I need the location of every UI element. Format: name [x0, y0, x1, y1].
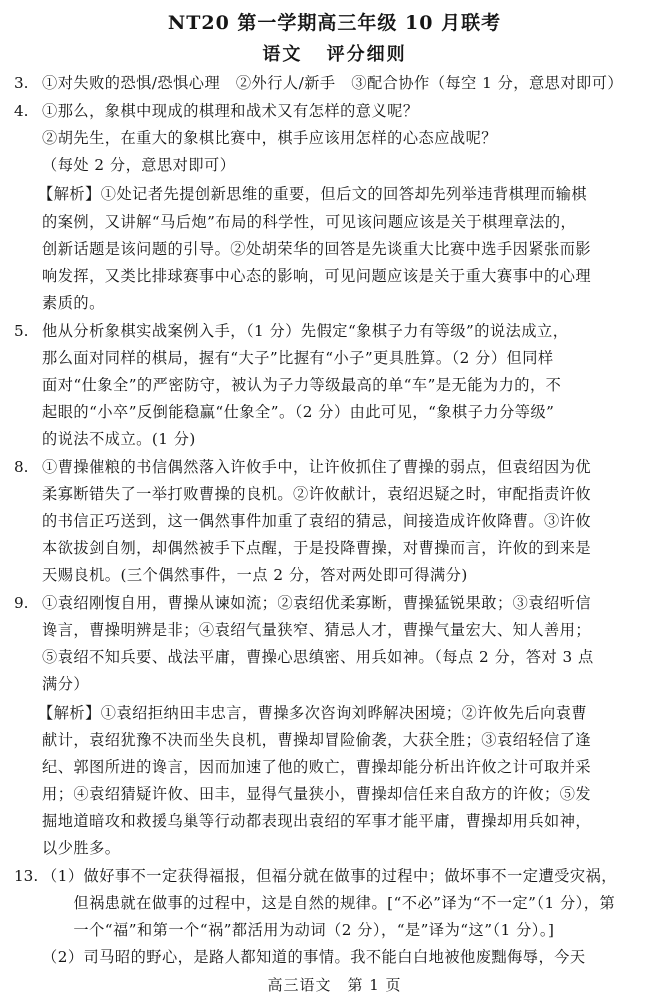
question-9-analysis-line: 献计，袁绍犹豫不决而坐失良机，曹操却冒险偷袭，大获全胜；③袁绍轻信了逢 — [42, 731, 592, 749]
question-9-line: ⑤袁绍不知兵要、战法平庸，曹操心思缜密、用兵如神。（每点 2 分，答对 3 点 — [42, 648, 594, 666]
question-8-line: 天赐良机。(三个偶然事件，一点 2 分，答对两处即可得满分) — [42, 566, 468, 584]
question-3-line: ①对失败的恐惧/恐惧心理 ②外行人/新手 ③配合协作（每空 1 分，意思对即可） — [42, 74, 624, 92]
question-13-line: 一个“福”和第一个“祸”都活用为动词（2 分），“是”译为“这”（1 分）。] — [42, 921, 555, 939]
question-5-line: 他从分析象棋实战案例入手，（1 分）先假定“象棋子力有等级”的说法成立， — [42, 322, 569, 340]
question-9-analysis-line: 纪、郭图所进的谗言，因而加速了他的败亡，曹操却能分析出许攸之计可取并采 — [42, 758, 592, 776]
question-13-number: 13. — [14, 867, 39, 885]
question-5-line: 起眼的“小卒”反倒能稳赢“仕象全”。（2 分）由此可见，“象棋子力分等级” — [42, 403, 555, 421]
question-4-analysis-line: 响发挥，又类比排球赛事中心态的影响，可见问题应该是关于重大赛事中的心理 — [42, 267, 592, 285]
question-9-line: 谗言，曹操明辨是非；④袁绍气量狭窄、猜忌人才，曹操气量宏大、知人善用； — [42, 621, 592, 639]
question-4-analysis-line: 【解析】①处记者先提创新思维的重要，但后文的回答却先列举违背棋理而输棋 — [38, 185, 588, 203]
page-footer: 高三语文 第 1 页 — [267, 976, 402, 994]
exam-title: NT20 第一学期高三年级 10 月联考 — [167, 12, 502, 34]
question-4-analysis-line: 素质的。 — [42, 294, 105, 312]
question-13-line: （1）做好事不一定获得福报，但福分就在做事的过程中；做坏事不一定遭受灾祸， — [42, 867, 617, 885]
subject-label: 语文 — [262, 44, 303, 65]
question-9-line: 满分） — [42, 675, 90, 693]
question-4-line: ①那么，象棋中现成的棋理和战术又有怎样的意义呢？ — [42, 102, 419, 120]
question-8-line: 本欲拔剑自刎，却偶然被手下点醒，于是投降曹操，对曹操而言，许攸的到来是 — [42, 539, 592, 557]
question-13-line: 但祸患就在做事的过程中，这是自然的规律。[“不必”译为“不一定”（1 分），第 — [42, 894, 616, 912]
question-5-line: 面对“仕象全”的严密防守，被认为子力等级最高的单“车”是无能为力的，不 — [42, 376, 562, 394]
question-9-analysis-line: 以少胜多。 — [42, 839, 121, 857]
question-4-number: 4. — [14, 102, 29, 120]
question-5-line: 的说法不成立。(1 分) — [42, 430, 196, 448]
question-3-number: 3. — [14, 74, 29, 92]
question-5-number: 5. — [14, 322, 29, 340]
question-4-analysis-line: 的案例，又讲解“马后炮”布局的科学性，可见该问题应该是关于棋理章法的， — [42, 213, 577, 231]
question-9-analysis-line: 掘地道暗攻和救援乌巢等行动都表现出袁绍的军事才能平庸，曹操却用兵如神， — [42, 812, 592, 830]
question-4-line: （每处 2 分，意思对即可） — [42, 156, 236, 174]
question-4-analysis-line: 创新话题是该问题的引导。②处胡荣华的回答是先谈重大比赛中选手因紧张而影 — [42, 240, 592, 258]
rubric-label: 评分细则 — [326, 44, 407, 65]
question-8-line: ①曹操催粮的书信偶然落入许攸手中，让许攸抓住了曹操的弱点，但袁绍因为优 — [42, 458, 592, 476]
question-9-number: 9. — [14, 594, 29, 612]
question-9-analysis-line: 【解析】①袁绍拒纳田丰忠言，曹操多次咨询刘晔解决困境；②许攸先后向袁曹 — [38, 704, 588, 722]
question-9-line: ①袁绍刚愎自用，曹操从谏如流；②袁绍优柔寡断，曹操猛锐果敢；③袁绍听信 — [42, 594, 592, 612]
question-8-line: 柔寡断错失了一举打败曹操的良机。②许攸献计，袁绍迟疑之时，审配指责许攸 — [42, 485, 592, 503]
question-4-line: ②胡先生，在重大的象棋比赛中，棋手应该用怎样的心态应战呢？ — [42, 129, 497, 147]
question-5-line: 那么面对同样的棋局，握有“大子”比握有“小子”更具胜算。（2 分）但同样 — [42, 349, 554, 367]
question-8-line: 的书信正巧送到，这一偶然事件加重了袁绍的猜忌，间接造成许攸降曹。③许攸 — [42, 512, 592, 530]
exam-subtitle — [0, 40, 669, 66]
question-8-number: 8. — [14, 458, 29, 476]
question-9-analysis-line: 用；④袁绍猜疑许攸、田丰，显得气量狭小，曹操却信任来自敌方的许攸；⑤发 — [42, 785, 592, 803]
question-13-line: （2）司马昭的野心，是路人都知道的事情。我不能白白地被他废黜侮辱，今天 — [42, 948, 586, 966]
